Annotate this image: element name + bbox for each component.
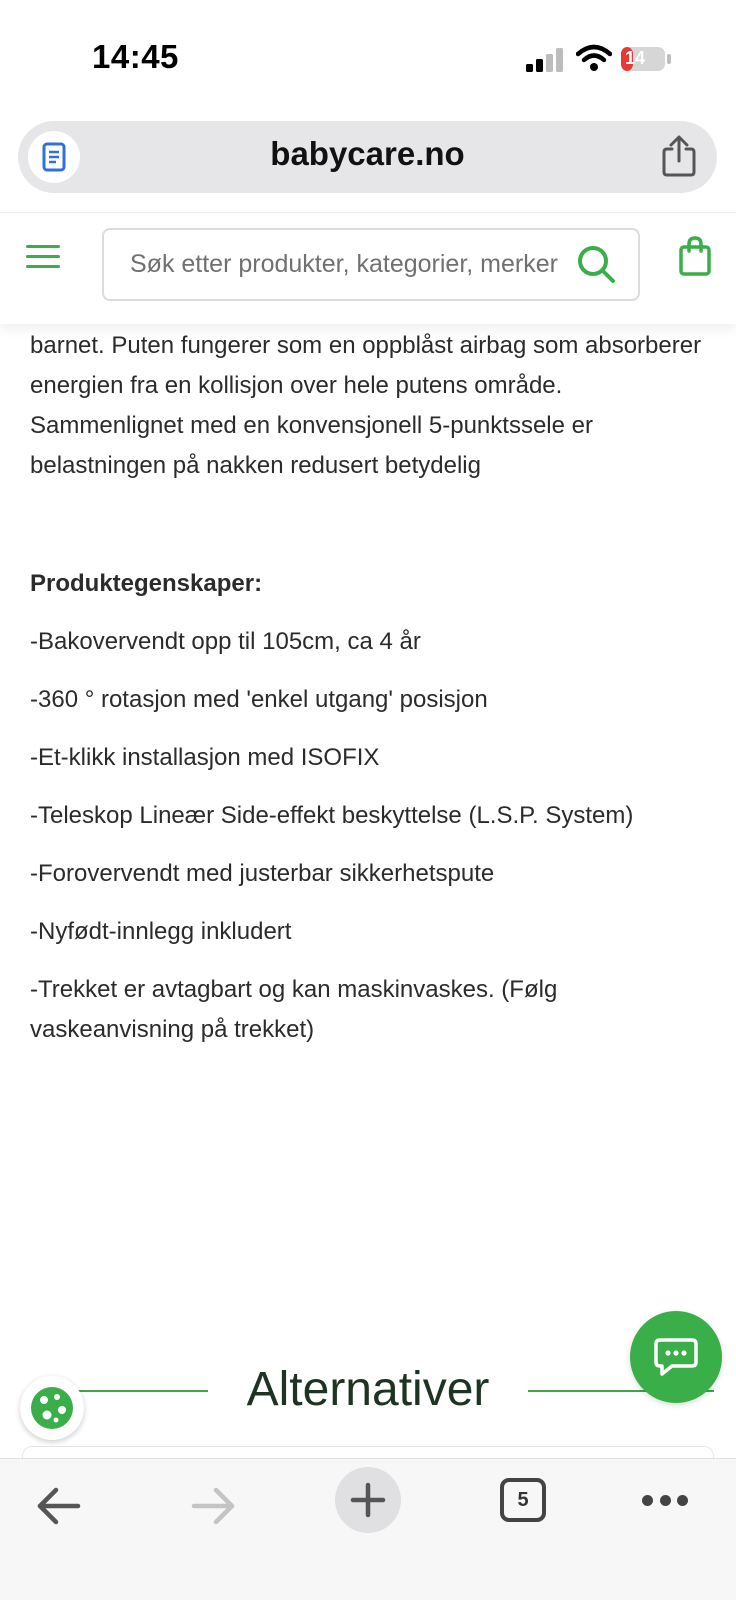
new-tab-button[interactable] (335, 1467, 401, 1533)
reader-icon (42, 142, 66, 172)
feature-item: -Teleskop Lineær Side-effekt beskyttelse (L.S.P. System) (30, 802, 634, 829)
dot (642, 1495, 653, 1506)
status-time: 14:45 (92, 38, 179, 75)
features-heading: Produktegenskaper: (30, 570, 263, 597)
status-bar (0, 0, 736, 110)
search-input[interactable] (130, 230, 570, 299)
cookie-icon (27, 1383, 77, 1433)
wifi-icon (576, 44, 612, 72)
chat-icon (654, 1338, 698, 1376)
cart-icon[interactable] (678, 235, 712, 277)
alternatives-title: Alternativer (246, 1363, 490, 1416)
url-text[interactable]: babycare.no (270, 135, 465, 172)
dot (677, 1495, 688, 1506)
battery-level: 14 (625, 48, 646, 68)
plus-icon (350, 1482, 386, 1518)
browser-toolbar (0, 1458, 736, 1600)
dot (660, 1495, 671, 1506)
search-box[interactable] (102, 228, 640, 301)
share-icon[interactable] (659, 135, 699, 177)
feature-item: -Nyfødt-innlegg inkludert (30, 918, 292, 945)
feature-item: -Trekket er avtagbart og kan maskinvaskes. (Følg vaskeanvisning på trekket) (30, 976, 558, 1043)
more-icon[interactable] (642, 1485, 688, 1515)
address-bar[interactable] (18, 121, 717, 193)
battery-indicator (620, 46, 672, 72)
feature-item: -Et-klikk installasjon med ISOFIX (30, 744, 380, 771)
chat-button[interactable] (630, 1311, 722, 1403)
back-icon[interactable] (36, 1485, 82, 1527)
tabs-button[interactable]: 5 (500, 1478, 546, 1522)
alternatives-section (0, 1362, 736, 1422)
reader-button[interactable] (28, 131, 80, 183)
product-description (30, 326, 710, 1050)
description-text: barnet. Puten fungerer som en oppblåst airbag som absorberer energien fra en kollisjon over hele putens område. Sammenlignet med en konvensjonell 5-punktssele er belastningen på nakken redusert betydelig (30, 332, 702, 479)
feature-item: -Bakovervendt opp til 105cm, ca 4 år (30, 628, 421, 655)
menu-icon[interactable] (26, 243, 62, 273)
forward-icon[interactable] (190, 1485, 236, 1527)
search-icon[interactable] (576, 244, 616, 284)
feature-item: -Forovervendt med justerbar sikkerhetspute (30, 860, 495, 887)
feature-item: -360 ° rotasjon med 'enkel utgang' posisjon (30, 686, 488, 713)
cookie-settings-button[interactable] (20, 1376, 84, 1440)
site-header (0, 212, 736, 324)
cellular-signal-icon (526, 48, 566, 72)
